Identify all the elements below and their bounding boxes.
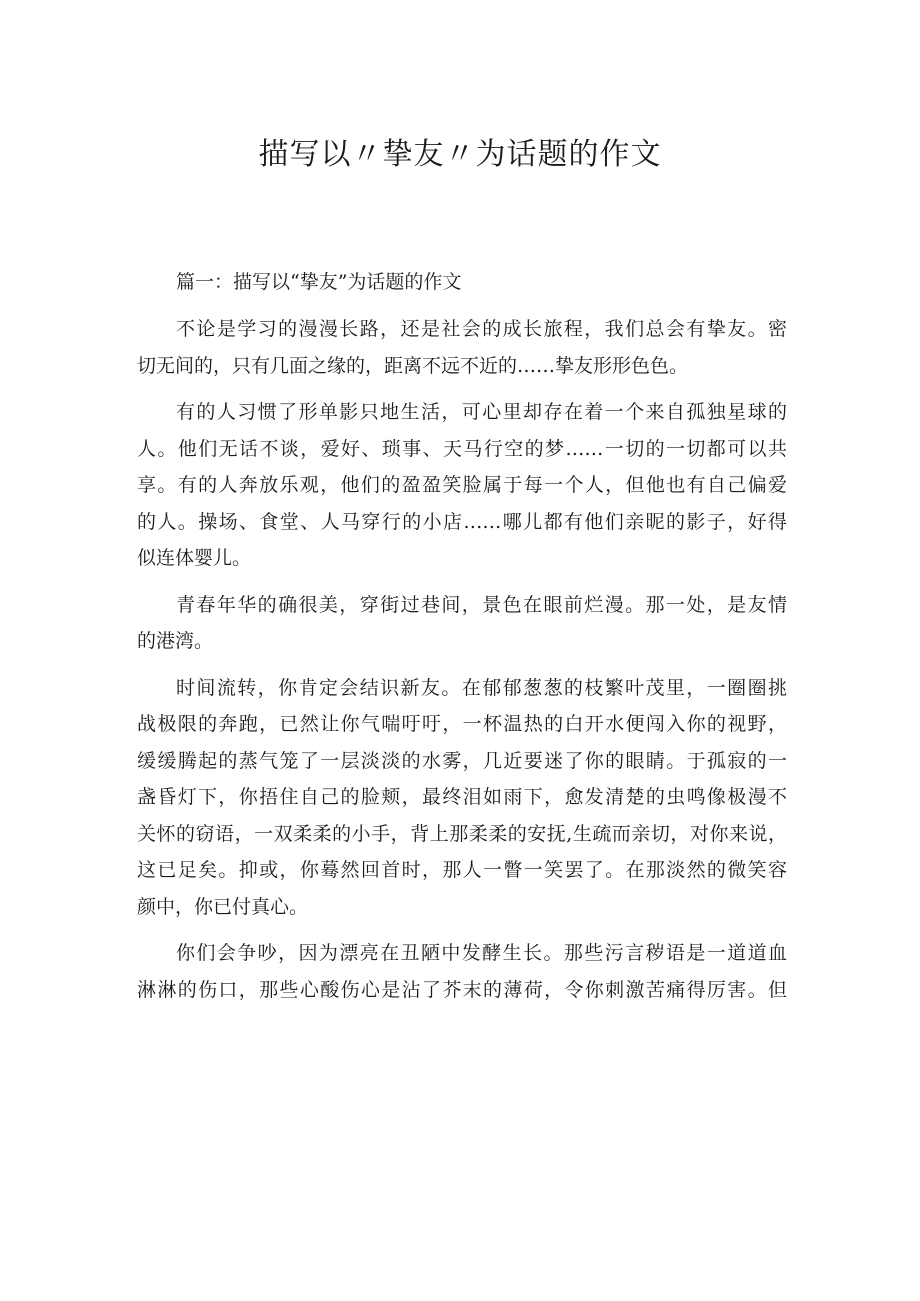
paragraph-line: 似连体婴儿。 xyxy=(137,547,252,569)
paragraph-line: 青春年华的确很美，穿街过巷间，景色在眼前烂漫。那一处，是友情 xyxy=(176,593,787,616)
section-heading: 篇一：描写以“挚友”为话题的作文 xyxy=(176,271,462,293)
paragraph-line: 这已足矣。抑或，你蓦然回首时，那人一瞥一笑罢了。在那淡然的微笑容 xyxy=(137,859,787,881)
paragraph-line: 关怀的窃语，一双柔柔的小手，背上那柔柔的安抚,生疏而亲切，对你来说， xyxy=(137,822,787,845)
document-title: 描写以〃挚友〃为话题的作文 xyxy=(258,137,662,172)
paragraph-line: 有的人习惯了形单影只地生活，可心里却存在着一个来自孤独星球的 xyxy=(176,401,787,423)
paragraph-line: 你们会争吵，因为漂亮在丑陋中发酵生长。那些污言秽语是一道道血 xyxy=(176,942,787,964)
paragraph-line: 颜中，你已付真心。 xyxy=(137,895,309,918)
paragraph-line: 时间流转，你肯定会结识新友。在郁郁葱葱的枝繁叶茂里，一圈圈挑 xyxy=(176,676,787,699)
paragraph-line: 享。有的人奔放乐观，他们的盈盈笑脸属于每一个人，但他也有自己偏爱 xyxy=(137,474,787,496)
paragraph-2 xyxy=(137,394,787,577)
paragraph-line: 的港湾。 xyxy=(137,630,214,652)
paragraph-line: 战极限的奔跑，已然让你气喘吁吁，一杯温热的白开水便闯入你的视野， xyxy=(137,713,787,735)
paragraph-line: 盏昏灯下，你捂住自己的脸颊，最终泪如雨下，愈发清楚的虫鸣像极漫不 xyxy=(137,786,787,808)
paragraph-3 xyxy=(137,587,787,660)
paragraph-line: 切无间的，只有几面之缘的，距离不远不近的……挚友形形色色。 xyxy=(137,354,689,377)
document-body xyxy=(137,263,787,1008)
paragraph-line: 缓缓腾起的蒸气笼了一层淡淡的水雾，几近要迷了你的眼睛。于孤寂的一 xyxy=(137,749,787,772)
paragraph-line: 的人。操场、食堂、人马穿行的小店……哪儿都有他们亲昵的影子，好得 xyxy=(137,510,787,533)
paragraph-4 xyxy=(137,670,787,926)
paragraph-line: 不论是学习的漫漫长路，还是社会的成长旅程，我们总会有挚友。密 xyxy=(176,318,787,340)
paragraph-5 xyxy=(137,935,787,1008)
paragraph-line: 淋淋的伤口，那些心酸伤心是沾了芥末的薄荷，令你刺激苦痛得厉害。但 xyxy=(137,978,787,1001)
paragraph-1 xyxy=(137,311,787,384)
paragraph-line: 人。他们无话不谈，爱好、琐事、天马行空的梦……一切的一切都可以共 xyxy=(137,437,787,460)
